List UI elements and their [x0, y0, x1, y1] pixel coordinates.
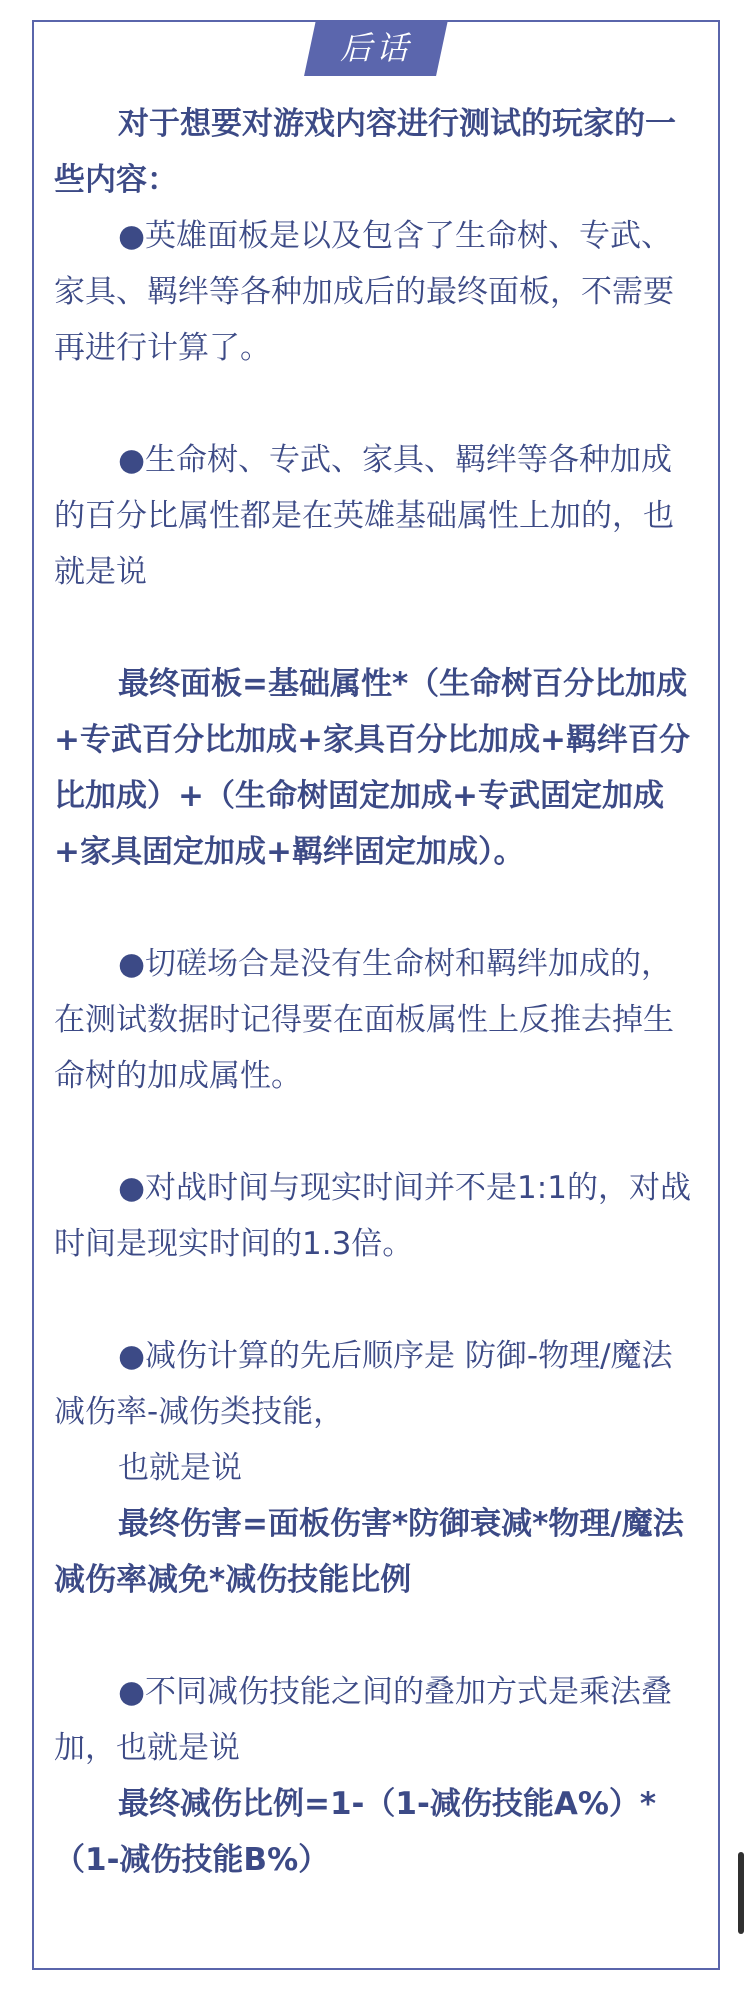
bullet-damage-order: ●减伤计算的先后顺序是 防御-物理/魔法减伤率-减伤类技能， [54, 1338, 673, 1430]
spacer [54, 600, 700, 656]
bullet-stacking: ●不同减伤技能之间的叠加方式是乘法叠加，也就是说 [54, 1674, 673, 1766]
spacer [54, 1608, 700, 1664]
bullet-battle-time: ●对战时间与现实时间并不是1:1的，对战时间是现实时间的1.3倍。 [54, 1170, 691, 1262]
spacer [54, 1104, 700, 1160]
formula-final-damage: 最终伤害=面板伤害*防御衰减*物理/魔法减伤率减免*减伤技能比例 [54, 1506, 684, 1598]
scrollbar[interactable] [738, 1852, 744, 1934]
formula-final-reduction: 最终减伤比例=1-（1-减伤技能A%）*（1-减伤技能B%） [54, 1786, 657, 1878]
page-title: 后话 [339, 29, 412, 67]
bullet-hero-panel: ●英雄面板是以及包含了生命树、专武、家具、羁绊等各种加成后的最终面板，不需要再进行计算了。 [54, 218, 674, 366]
that-is-label: 也就是说 [118, 1450, 242, 1486]
spacer [54, 880, 700, 936]
article-body [54, 96, 700, 1888]
bullet-sparring: ●切磋场合是没有生命树和羁绊加成的，在测试数据时记得要在面板属性上反推去掉生命树的加成属性。 [54, 946, 674, 1094]
bullet-bonus-percentage: ●生命树、专武、家具、羁绊等各种加成的百分比属性都是在英雄基础属性上加的，也就是说 [54, 442, 674, 590]
spacer [54, 376, 700, 432]
intro-paragraph: 对于想要对游戏内容进行测试的玩家的一些内容： [54, 106, 676, 198]
formula-final-panel: 最终面板=基础属性*（生命树百分比加成+专武百分比加成+家具百分比加成+羁绊百分比加成）+（生命树固定加成+专武固定加成+家具固定加成+羁绊固定加成）。 [54, 666, 690, 870]
spacer [54, 1272, 700, 1328]
